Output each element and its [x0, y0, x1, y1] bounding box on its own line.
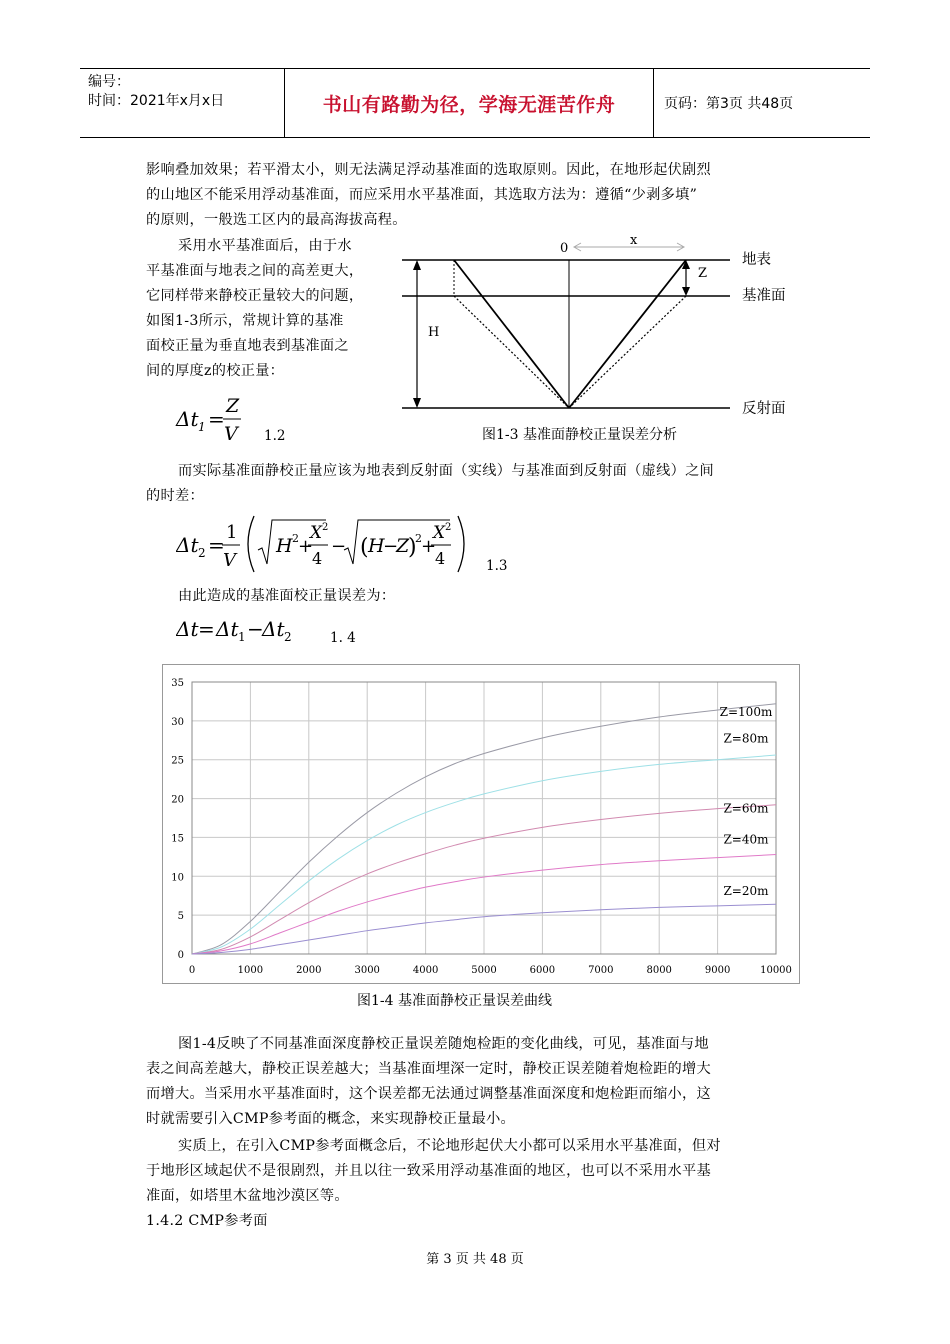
svg-text:−: −	[331, 536, 347, 557]
header-meta-cell	[80, 69, 285, 137]
text-line: 的原则，一般选工区内的最高海拔高程。	[146, 212, 407, 228]
svg-text:+: +	[421, 536, 437, 557]
svg-text:Δt: Δt	[176, 407, 199, 431]
svg-text:−: −	[247, 617, 264, 641]
x-tick-label: 5000	[471, 965, 497, 976]
y-tick-label: 5	[177, 911, 184, 923]
ray-right-solid	[569, 260, 686, 408]
text-line: 于地形区域起伏不是很剧烈，并且以往一致采用浮动基准面的地区，也可以不采用水平基	[146, 1163, 712, 1179]
header-number: 编号：	[88, 74, 130, 90]
paragraph-1	[146, 158, 711, 233]
svg-text:2: 2	[445, 522, 452, 533]
text-line: 间的厚度z的校正量：	[146, 363, 285, 379]
text-line: 而实际基准面静校正量应该为地表到反射面（实线）与基准面到反射面（虚线）之间	[178, 463, 715, 479]
chart-caption: 图1-4 基准面静校正量误差曲线	[357, 993, 552, 1009]
svg-text:X: X	[433, 523, 446, 543]
series-label: Z=100m	[719, 705, 773, 720]
svg-text:(: (	[360, 535, 369, 560]
x-tick-label: 7000	[588, 965, 614, 976]
svg-text:−: −	[383, 536, 399, 557]
page-header	[80, 68, 870, 138]
text-line: 时就需要引入CMP参考面的概念，来实现静校正量最小。	[146, 1111, 516, 1127]
text-line: 的山地区不能采用浮动基准面，而应采用水平基准面，其选取方法为：遵循“少剥多填”	[146, 187, 698, 203]
svg-text:Z: Z	[226, 395, 240, 417]
svg-text:V: V	[224, 423, 238, 445]
section-heading: 1.4.2 CMP参考面	[146, 1213, 268, 1229]
header-date: 时间：2021年x月x日	[88, 93, 225, 109]
svg-text:1: 1	[226, 522, 238, 543]
series-label: Z=60m	[723, 801, 769, 816]
y-tick-label: 0	[177, 950, 184, 961]
text-line: 平基准面与地表之间的高差更大，	[146, 263, 364, 279]
series-label: Z=40m	[723, 832, 769, 847]
text-line: 它同样带来静校正量较大的问题，	[146, 288, 364, 304]
x-tick-label: 4000	[412, 965, 439, 976]
z-arrow-head-bottom	[682, 287, 690, 296]
h-arrow-head-bottom	[413, 398, 421, 408]
x-tick-label: 3000	[354, 965, 380, 976]
x-tick-label: 6000	[529, 965, 556, 976]
text-line: 面校正量为垂直地表到基准面之	[146, 338, 349, 354]
svg-text:Δt: Δt	[176, 533, 199, 557]
x-tick-label: 9000	[704, 965, 731, 976]
label-surface: 地表	[742, 252, 771, 268]
svg-text:2: 2	[198, 546, 206, 560]
svg-text:1: 1	[198, 420, 206, 434]
equation-1-3	[176, 512, 476, 574]
text-line: 准面，如塔里木盆地沙漠区等。	[146, 1188, 349, 1204]
y-tick-label: 25	[171, 755, 184, 767]
series-label: Z=20m	[723, 883, 769, 898]
label-reflector: 反射面	[742, 401, 786, 417]
svg-text:): )	[408, 535, 417, 560]
text-line: 而增大。当采用水平基准面时，这个误差都无法通过调整基准面深度和炮检距而缩小，这	[146, 1086, 712, 1102]
ray-left-solid	[454, 260, 569, 408]
svg-text:+: +	[298, 536, 314, 557]
label-x: x	[630, 233, 638, 248]
y-tick-label: 35	[171, 678, 184, 689]
svg-text:X: X	[310, 523, 323, 543]
label-origin: 0	[560, 241, 569, 256]
svg-text:Z: Z	[396, 535, 410, 557]
paragraph-6	[146, 1134, 721, 1209]
equation-number: 1. 4	[330, 630, 356, 646]
equation-number: 1.3	[486, 558, 508, 574]
y-tick-label: 15	[171, 833, 184, 845]
equation-1-4	[176, 612, 326, 648]
svg-text:=: =	[208, 533, 225, 557]
svg-text:=: =	[198, 617, 215, 641]
x-tick-label: 1000	[237, 965, 264, 976]
svg-text:=: =	[208, 407, 225, 431]
paragraph-3	[146, 459, 714, 509]
header-page-cell	[654, 69, 870, 137]
text-line: 采用水平基准面后，由于水	[178, 238, 352, 254]
y-tick-label: 20	[171, 794, 184, 806]
svg-text:2: 2	[415, 532, 422, 545]
x-tick-label: 10000	[760, 965, 792, 976]
chart-datum-error-curves	[162, 664, 800, 984]
svg-text:2: 2	[292, 532, 299, 545]
label-z: Z	[698, 266, 708, 281]
text-line: 实质上，在引入CMP参考面概念后，不论地形起伏大小都可以采用水平基准面，但对	[178, 1138, 721, 1154]
x-tick-label: 0	[188, 965, 196, 976]
label-datum: 基准面	[742, 288, 786, 304]
svg-text:4: 4	[312, 549, 323, 568]
text-line: 表之间高差越大，静校正误差越大；当基准面埋深一定时，静校正误差随着炮检距的增大	[146, 1061, 712, 1077]
y-tick-label: 10	[171, 872, 184, 884]
ray-left-dashed	[454, 296, 569, 408]
svg-text:1: 1	[238, 630, 246, 644]
h-arrow-head-top	[413, 260, 421, 270]
svg-text:H: H	[276, 535, 293, 557]
equation-number: 1.2	[264, 428, 286, 444]
svg-text:Δt: Δt	[216, 617, 239, 641]
chart-frame	[163, 665, 800, 984]
text-line: 影响叠加效果；若平滑太小，则无法满足浮动基准面的选取原则。因此，在地形起伏剧烈	[146, 162, 712, 178]
header-page: 页码：第3页 共48页	[664, 96, 794, 112]
svg-text:4: 4	[435, 549, 446, 568]
page-footer: 第 3 页 共 48 页	[426, 1252, 524, 1267]
x-tick-label: 2000	[296, 965, 322, 976]
diagram-caption: 图1-3 基准面静校正量误差分析	[482, 427, 677, 443]
header-slogan: 书山有路勤为径，学海无涯苦作舟	[322, 93, 616, 116]
svg-text:Δt: Δt	[176, 617, 199, 641]
series-label: Z=80m	[723, 731, 769, 746]
text-line: 图1-4反映了不同基准面深度静校正量误差随炮检距的变化曲线，可见，基准面与地	[178, 1036, 709, 1052]
paragraph-4: 由此造成的基准面校正量误差为：	[178, 588, 396, 604]
header-slogan-cell	[285, 69, 654, 137]
text-line: 的时差：	[146, 488, 204, 504]
paragraph-2	[146, 234, 406, 384]
label-h: H	[428, 325, 440, 340]
ray-right-dashed	[569, 296, 686, 408]
svg-text:H: H	[368, 535, 385, 557]
diagram-datum-analysis	[400, 232, 820, 452]
svg-text:Δt: Δt	[262, 617, 285, 641]
y-tick-label: 30	[171, 716, 184, 728]
paragraph-5	[146, 1032, 711, 1132]
svg-text:2: 2	[322, 522, 329, 533]
svg-text:2: 2	[284, 630, 292, 644]
equation-1-2	[176, 396, 256, 451]
x-tick-label: 8000	[646, 965, 672, 976]
svg-text:V: V	[223, 550, 236, 571]
text-line: 如图1-3所示，常规计算的基准	[146, 313, 344, 329]
